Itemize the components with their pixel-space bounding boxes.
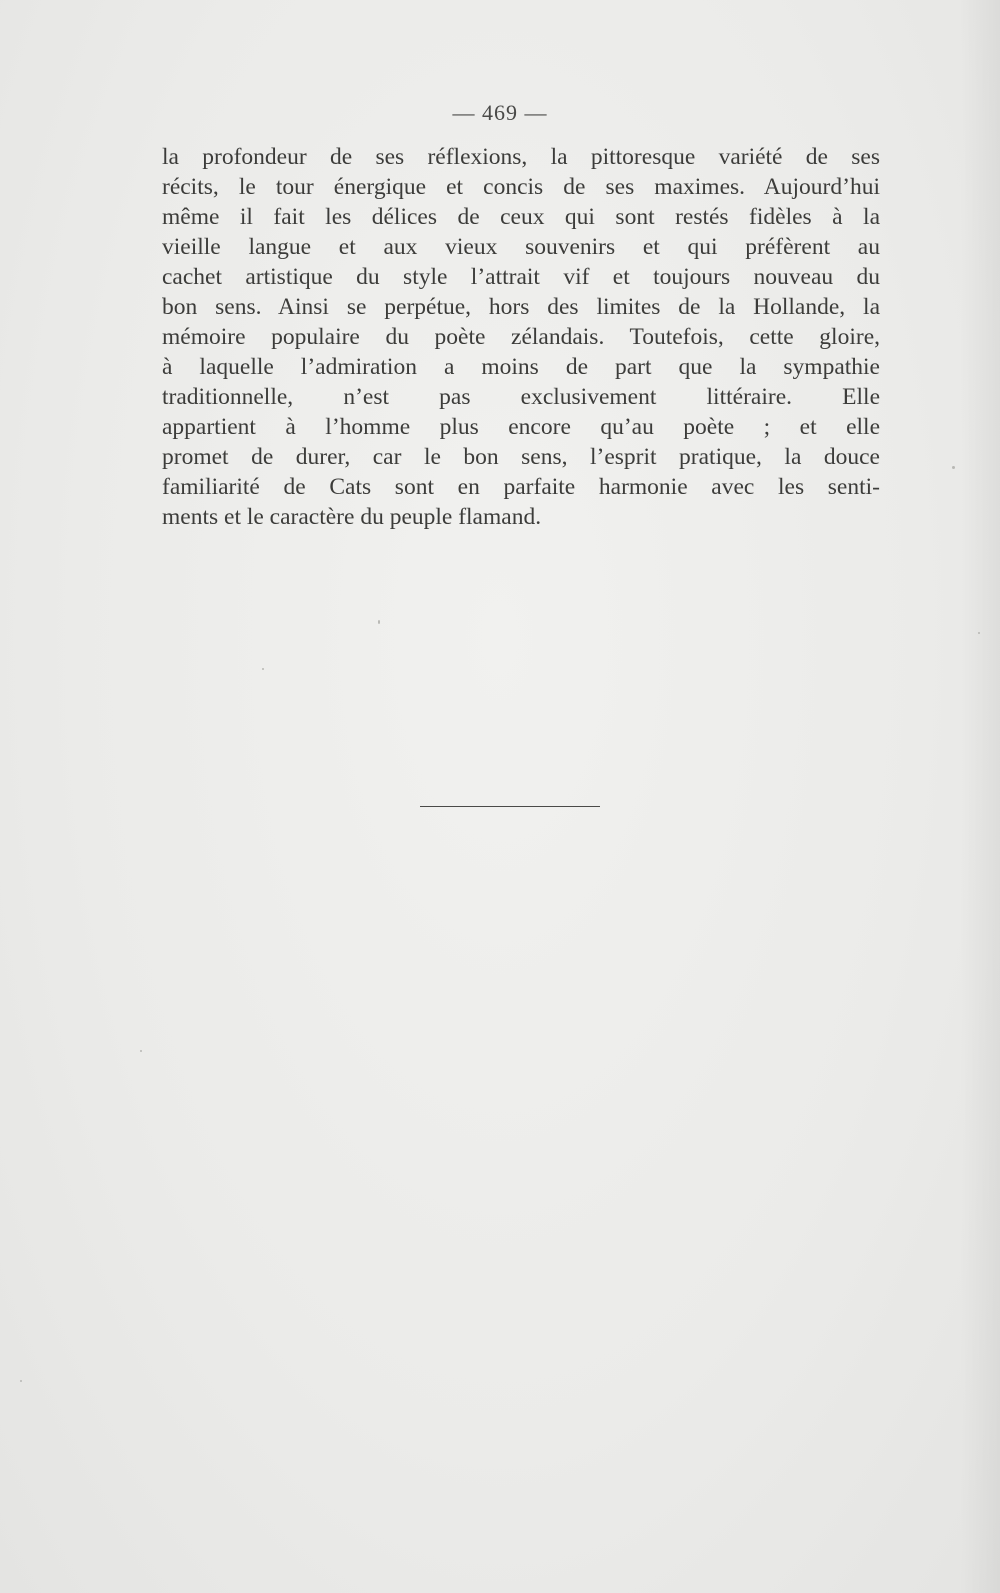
paper-speck xyxy=(20,1380,22,1382)
text-line: vieille langue et aux vieux souvenirs et qui préfèrent au xyxy=(162,234,880,260)
page-number: — 469 — xyxy=(452,100,548,125)
paper-speck xyxy=(140,1050,142,1052)
text-line: promet de durer, car le bon sens, l’esprit pratique, la douce xyxy=(162,444,880,470)
text-line: familiarité de Cats sont en parfaite harmonie avec les senti- xyxy=(162,474,880,500)
paper-speck xyxy=(978,632,980,634)
page-edge-shadow xyxy=(960,0,1000,1593)
text-line: bon sens. Ainsi se perpétue, hors des limites de la Hollande, la xyxy=(162,294,880,320)
paper-speck xyxy=(952,466,955,469)
text-line: même il fait les délices de ceux qui sont restés fidèles à la xyxy=(162,204,880,230)
end-rule-divider xyxy=(420,806,600,807)
text-line: la profondeur de ses réflexions, la pittoresque variété de ses xyxy=(162,144,880,170)
text-line: cachet artistique du style l’attrait vif et toujours nouveau du xyxy=(162,264,880,290)
paper-speck xyxy=(262,668,264,670)
paper-speck xyxy=(378,620,380,624)
text-line: traditionnelle, n’est pas exclusivement littéraire. Elle xyxy=(162,384,880,410)
text-line: récits, le tour énergique et concis de ses maximes. Aujourd’hui xyxy=(162,174,880,200)
text-line: mémoire populaire du poète zélandais. Toutefois, cette gloire, xyxy=(162,324,880,350)
text-line: appartient à l’homme plus encore qu’au poète ; et elle xyxy=(162,414,880,440)
text-line: à laquelle l’admiration a moins de part que la sympathie xyxy=(162,354,880,380)
text-line-last: ments et le caractère du peuple flamand. xyxy=(162,504,542,530)
body-paragraph xyxy=(162,142,880,532)
